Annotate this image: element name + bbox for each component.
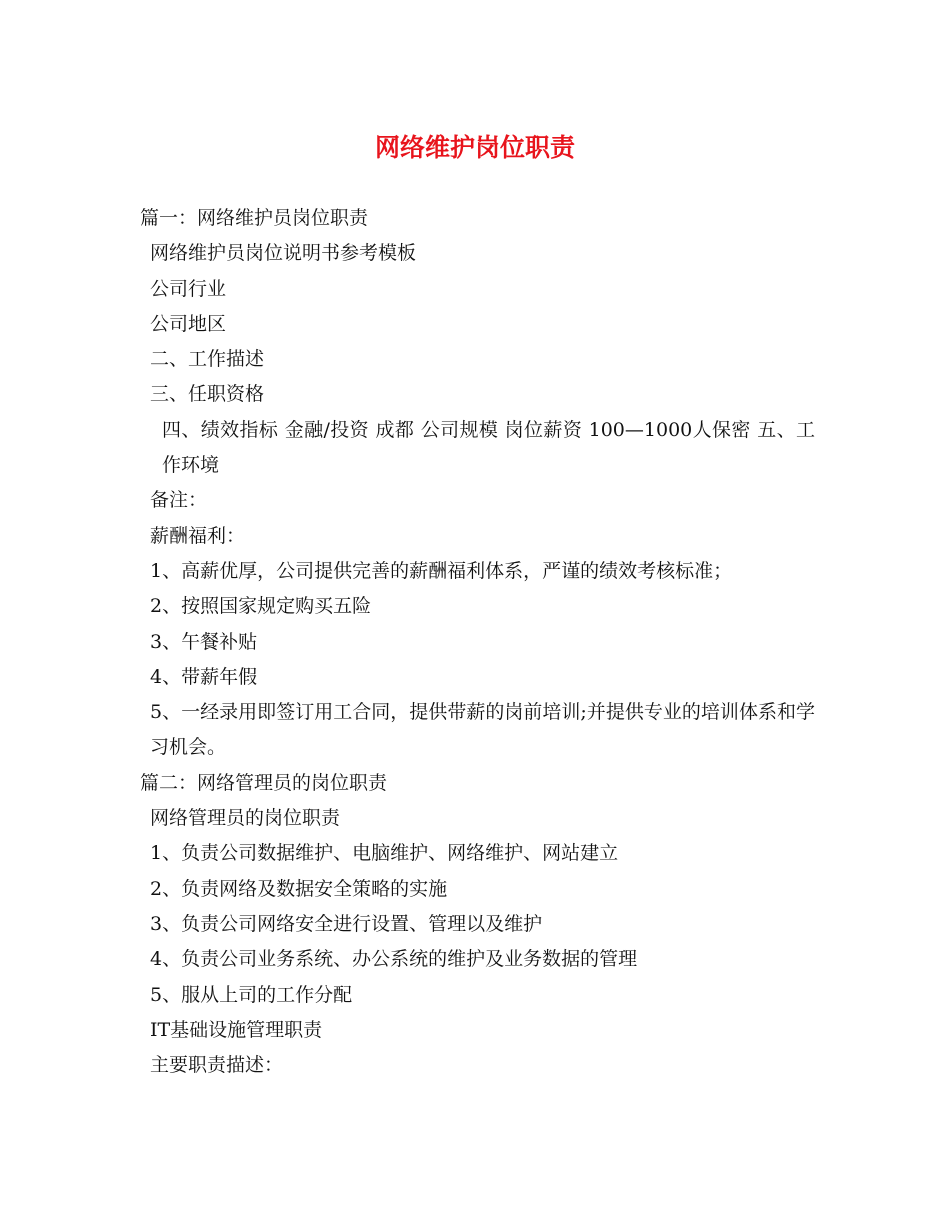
text-paragraph: 四、绩效指标 金融/投资 成都 公司规模 岗位薪资 100—1000人保密 五、工作环境 bbox=[162, 418, 815, 477]
text-line: 备注： bbox=[150, 489, 208, 512]
document-body bbox=[140, 201, 815, 1083]
text-line: 主要职责描述： bbox=[150, 1054, 284, 1077]
text-line: 公司行业 bbox=[150, 277, 227, 300]
document-title: 网络维护岗位职责 bbox=[374, 133, 575, 162]
section-heading: 篇一：网络维护员岗位职责 bbox=[140, 207, 369, 229]
list-item: 4、负责公司业务系统、办公系统的维护及业务数据的管理 bbox=[150, 948, 638, 971]
text-line: 网络维护员岗位说明书参考模板 bbox=[150, 242, 417, 265]
text-line: 薪酬福利： bbox=[150, 524, 246, 547]
text-line: 三、任职资格 bbox=[150, 383, 265, 406]
text-line: 二、工作描述 bbox=[150, 348, 265, 371]
list-item: 2、负责网络及数据安全策略的实施 bbox=[150, 877, 448, 900]
list-item: 3、负责公司网络安全进行设置、管理以及维护 bbox=[150, 912, 543, 935]
list-item: 2、按照国家规定购买五险 bbox=[150, 595, 372, 618]
list-item: 4、带薪年假 bbox=[150, 665, 258, 688]
text-line: IT基础设施管理职责 bbox=[150, 1018, 323, 1041]
list-item: 3、午餐补贴 bbox=[150, 630, 258, 653]
section-heading: 篇二：网络管理员的岗位职责 bbox=[140, 771, 388, 794]
list-item: 1、高薪优厚，公司提供完善的薪酬福利体系，严谨的绩效考核标准； bbox=[150, 559, 733, 582]
list-item: 5、一经录用即签订用工合同，提供带薪的岗前培训;并提供专业的培训体系和学习机会。 bbox=[150, 701, 815, 759]
list-item: 1、负责公司数据维护、电脑维护、网络维护、网站建立 bbox=[150, 842, 619, 865]
text-line: 网络管理员的岗位职责 bbox=[150, 807, 341, 830]
text-line: 公司地区 bbox=[150, 312, 227, 335]
list-item: 5、服从上司的工作分配 bbox=[150, 983, 353, 1006]
